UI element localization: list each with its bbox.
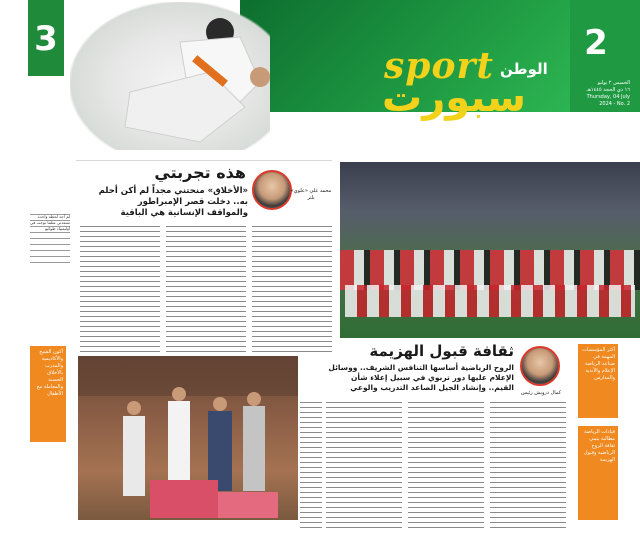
article2-column-1 [490, 402, 566, 528]
logo-alwatan: الوطن [500, 60, 548, 78]
left-pull-quote: لم أجد لحظة واحدة تسعدني مثلما توجت في أوليمبياد طوكيو [30, 214, 70, 264]
judo-illustration [70, 2, 270, 150]
article2-subtitle-1: الروح الرياضية أساسها التنافس الشريف.. ووسائل [328, 363, 514, 372]
article2-subtitle-2: الإعلام عليها دور تربوي في سبيل إعلاء شأن [351, 373, 514, 382]
podium-block-first [150, 480, 218, 518]
issue-date-english: Thursday, 04 July 2024 - No. 2 [586, 94, 630, 107]
article1-subtitle-3: والمواقف الإنسانية هي الباقية [120, 208, 248, 218]
author1-avatar [252, 170, 292, 210]
article2-column-3 [326, 402, 402, 528]
article1-subtitle-2: به.. دخلت قصر الإمبراطور [137, 197, 248, 207]
divider [76, 160, 332, 161]
article2-column-2 [408, 402, 484, 528]
logo-sport-latin: sport [384, 45, 495, 87]
right-highlight-box-1: أكثر المؤسسات المهمة في صناعة الرياضة الإعلام والأندية والمدارس [578, 344, 618, 418]
article1-column-1 [252, 226, 332, 352]
article1-column-3 [80, 226, 160, 352]
logo-sport-arabic: سبورت [382, 75, 526, 121]
article1-title: هذه تجربتي [154, 163, 246, 182]
page-number-right: 2 [584, 23, 608, 63]
article1-column-2 [166, 226, 246, 352]
article2-column-4 [300, 402, 322, 528]
article1-subtitle-1: «الأخلاق» منحتني مجداً لم أكن أحلم [98, 186, 248, 196]
author2-avatar [520, 346, 560, 386]
article2-subtitle-3: القيم.. وإنشاد الجيل الصاعد التدريب والوعي [350, 383, 514, 392]
article2-title: ثقافة قبول الهزيمة [369, 342, 514, 360]
author1-name: محمد علي «علوي» بلتر [290, 188, 332, 201]
right-highlight-box-2: قيادات الرياضة مطالبة بتبني ثقافة الروح الرياضية وقبول الهزيمة [578, 426, 618, 520]
issue-date-arabic: الخميس ٢ يوليو [597, 80, 630, 86]
issue-date-hijri: ١٦ ذي الحجة ١٤٤٥هـ [586, 87, 630, 93]
left-highlight-box: أكون الشيخ والأكاديمية والمدرب بالأخلاق الحسنة والمعاملة مع الأطفال [30, 346, 66, 442]
podium-block-second [218, 492, 278, 518]
page-number-left: 3 [34, 19, 58, 59]
team-photo-front-row [345, 285, 635, 317]
author2-name: كمال درويش رئيس [520, 390, 562, 396]
team-photo-back-row [340, 250, 640, 290]
